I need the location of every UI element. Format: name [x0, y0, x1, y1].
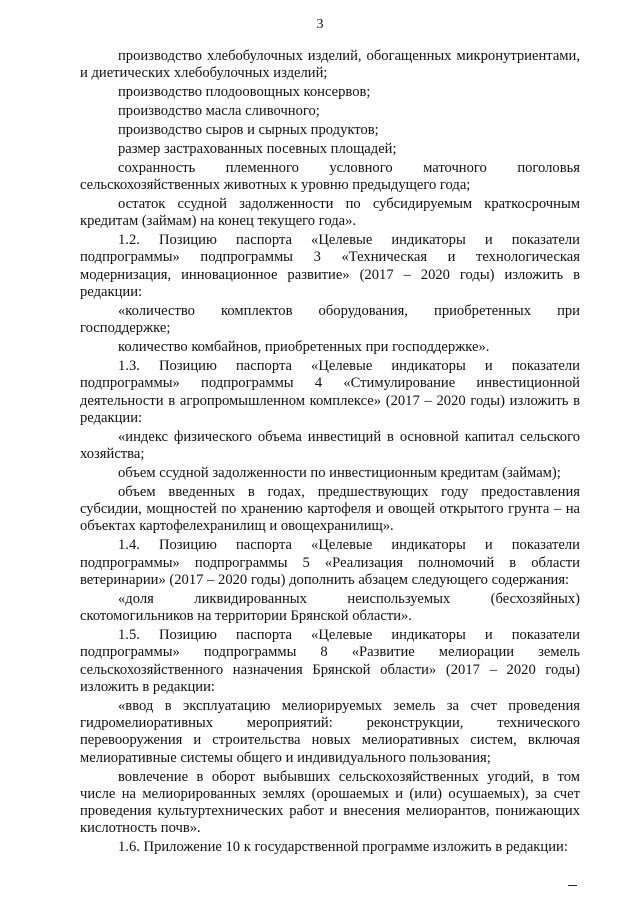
paragraph: размер застрахованных посевных площадей; [118, 140, 397, 157]
paragraph: сохранность племенного условного маточного поголовья сельскохозяйственных животных к уровню предыдущего года; [80, 159, 580, 194]
paragraph: 1.2. Позицию паспорта «Целевые индикаторы и показатели подпрограммы» подпрограммы 3 «Техническая и технологическая модернизация, инновационное развитие» (2017 – 2020 годы) изложить в редакции: [80, 232, 580, 301]
paragraph: 1.5. Позицию паспорта «Целевые индикаторы и показатели подпрограммы» подпрограммы 8 «Развитие мелиорации земель сельскохозяйственного назначения Брянской области» (2017 – 2020 годы) изложить в редакции: [80, 627, 580, 695]
paragraph: 1.6. Приложение 10 к государственной программе изложить в редакции: [118, 839, 568, 856]
footer-dash [568, 885, 577, 886]
page-number: 3 [316, 17, 324, 32]
paragraph: «количество комплектов оборудования, приобретенных при господдержке; [80, 302, 580, 337]
paragraph: «доля ликвидированных неиспользуемых (бесхозяйных) скотомогильников на территории Брянской области». [80, 590, 580, 625]
document-body [80, 48, 580, 858]
paragraph: «ввод в эксплуатацию мелиорируемых земель за счет проведения гидромелиоративных мероприятий: реконструкции, технического перевооружения и строительства новых мелиоративных систем, включая мелиоративные системы общего и индивидуального пользования; [80, 697, 580, 766]
paragraph: остаток ссудной задолженности по субсидируемым краткосрочным кредитам (займам) на конец текущего года». [80, 195, 580, 230]
paragraph: 1.3. Позицию паспорта «Целевые индикаторы и показатели подпрограммы» подпрограммы 4 «Стимулирование инвестиционной деятельности в агропромышленном комплексе» (2017 – 2020 годы) изложить в редакции: [80, 357, 580, 426]
paragraph: объем ссудной задолженности по инвестиционным кредитам (займам); [118, 464, 561, 481]
paragraph: объем введенных в годах, предшествующих году предоставления субсидии, мощностей по хранению картофеля и овощей открытого грунта – на объектах картофелехранилищ и овощехранилищ». [80, 483, 580, 535]
paragraph: производство масла сливочного; [118, 103, 320, 120]
paragraph: производство хлебобулочных изделий, обогащенных микронутриентами, и диетических хлебобулочных изделий; [80, 48, 580, 82]
paragraph: «индекс физического объема инвестиций в основной капитал сельского хозяйства; [80, 428, 580, 463]
paragraph: вовлечение в оборот выбывших сельскохозяйственных угодий, в том числе на мелиорированных землях (орошаемых и (или) осушаемых), за счет проведения культуртехнических работ и внесения мелиорантов, понижающих кислотность почв». [80, 768, 580, 837]
paragraph: производство сыров и сырных продуктов; [118, 121, 379, 138]
paragraph: количество комбайнов, приобретенных при господдержке». [118, 339, 490, 356]
paragraph: производство плодоовощных консервов; [118, 84, 371, 101]
paragraph: 1.4. Позицию паспорта «Целевые индикаторы и показатели подпрограммы» подпрограммы 5 «Реализация полномочий в области ветеринарии» (2017 – 2020 годы) дополнить абзацем следующего содержания: [80, 537, 580, 588]
